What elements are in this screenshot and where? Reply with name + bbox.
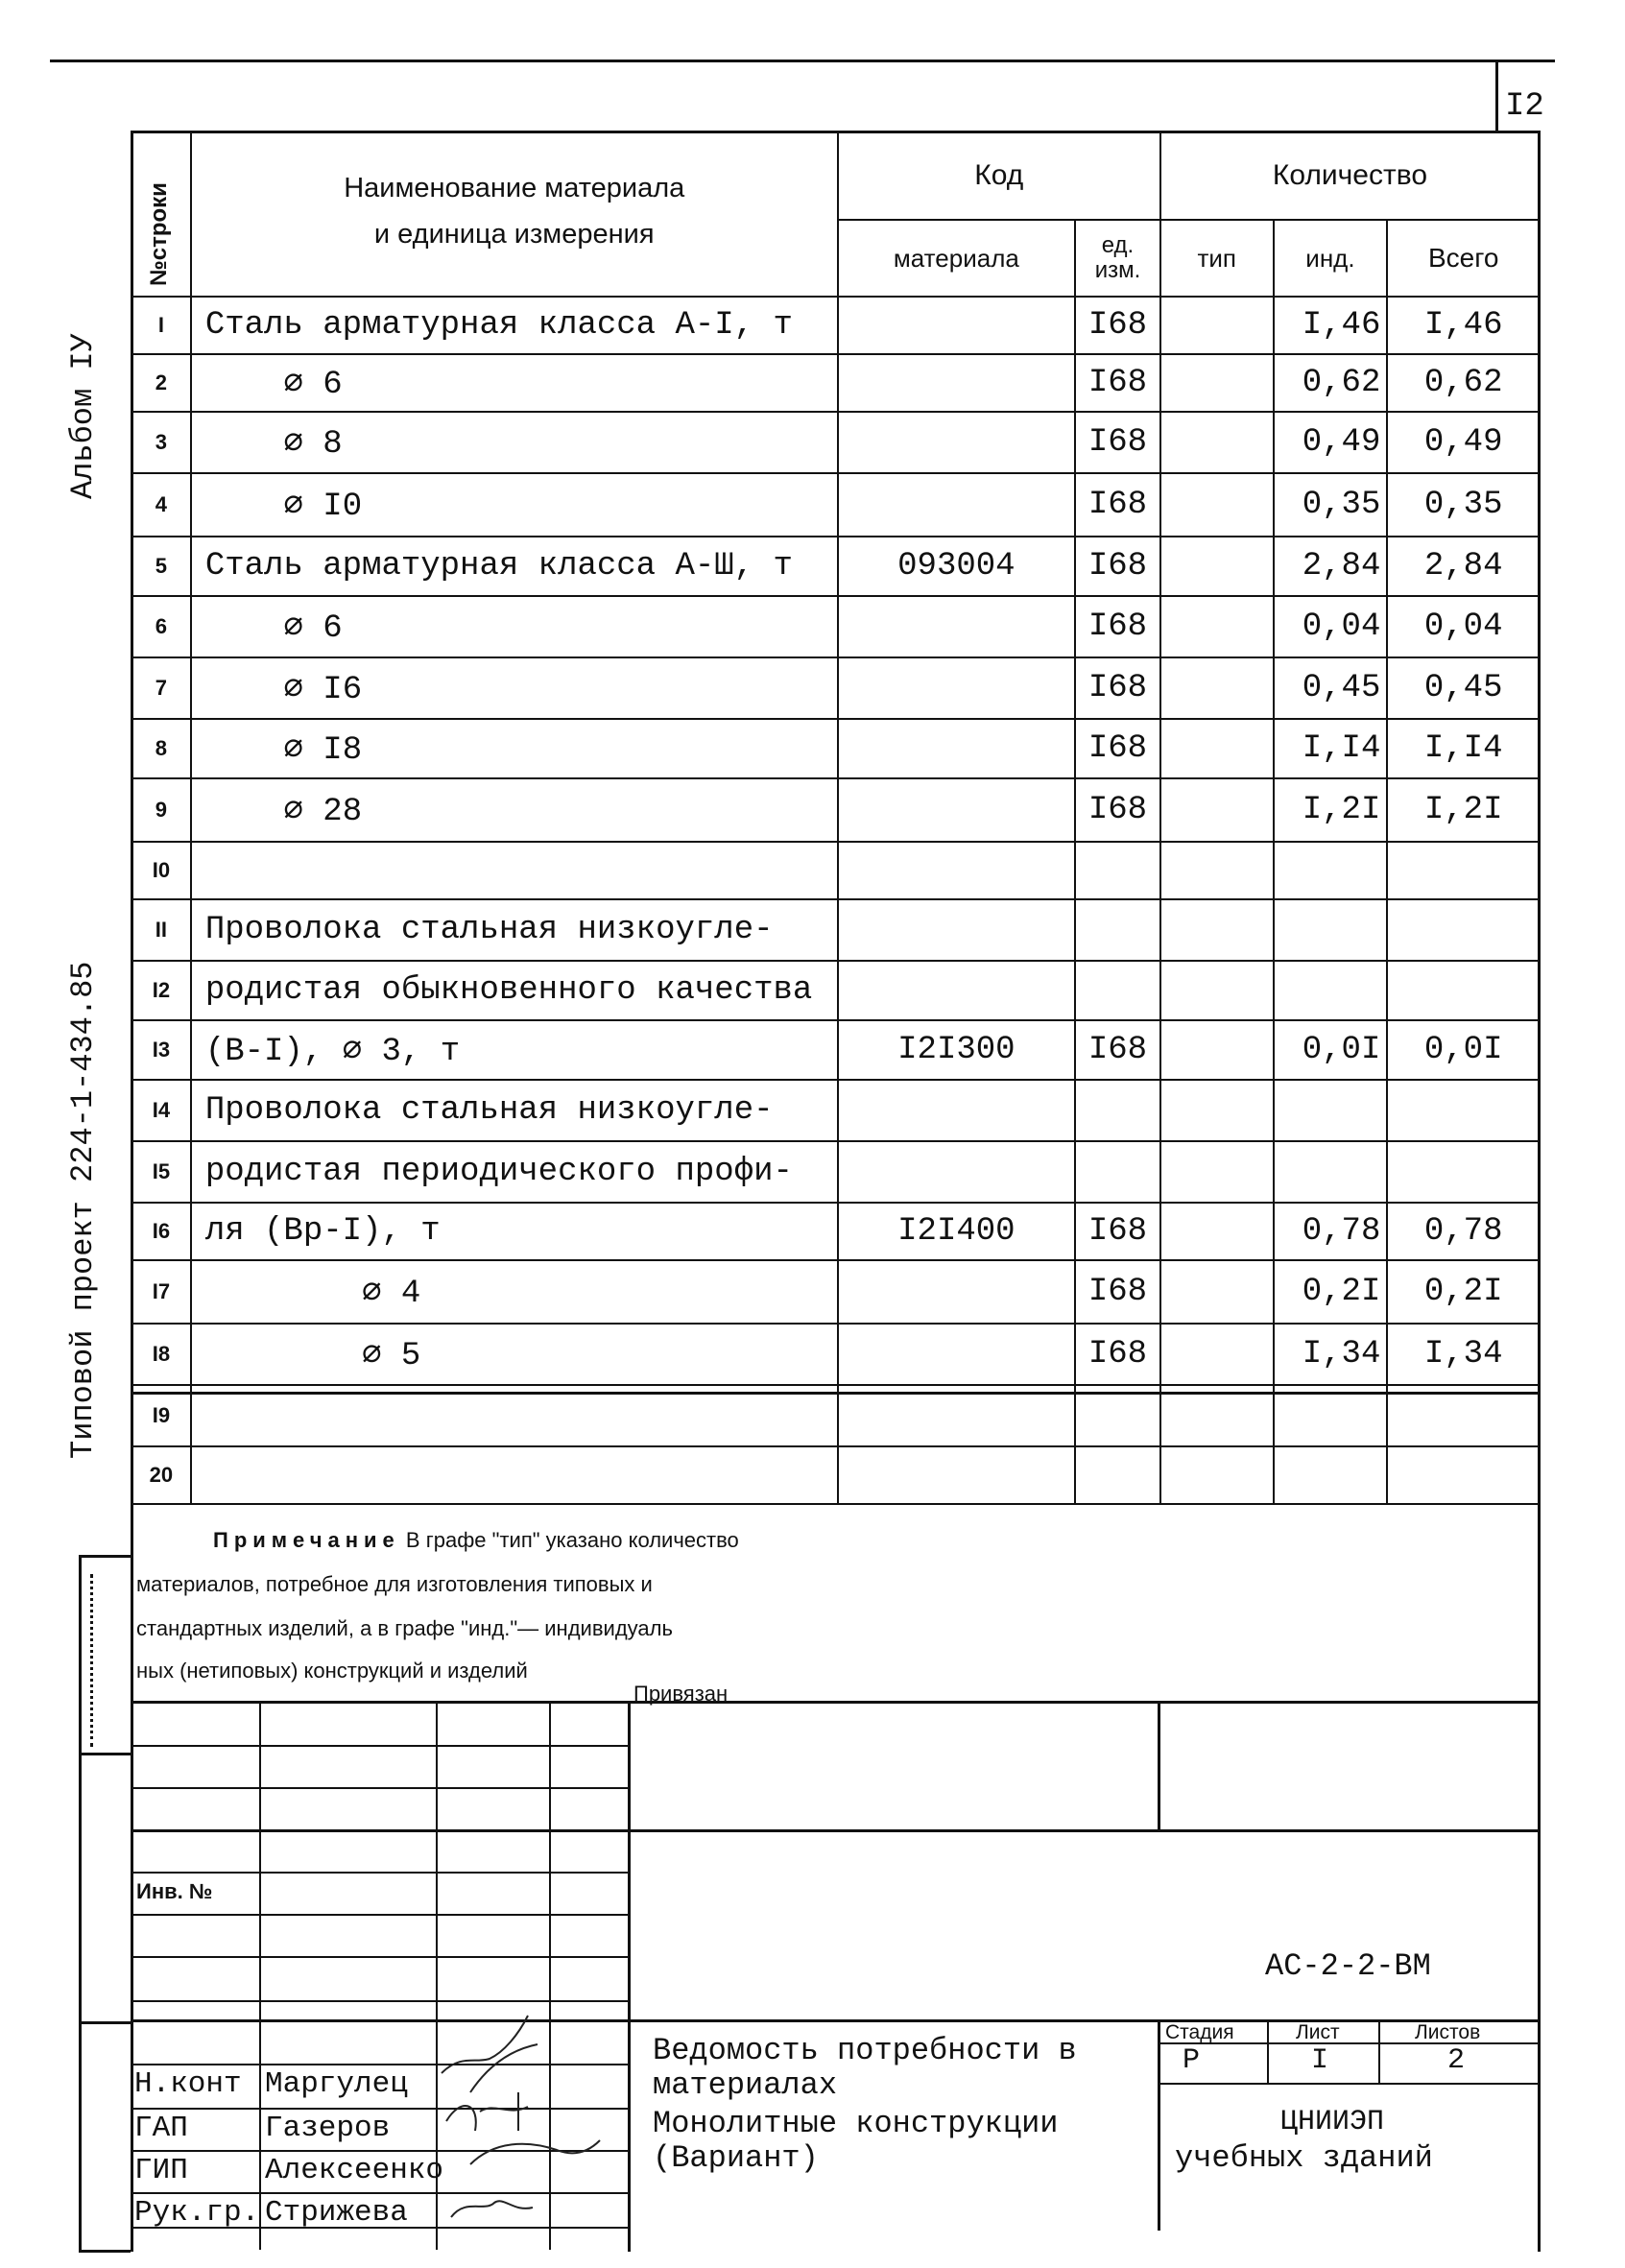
material-name: Сталь арматурная класса А-Ш, т (191, 537, 838, 596)
stamp-person-name: Газеров (265, 2112, 391, 2145)
row-number: 6 (131, 596, 191, 657)
qty-ind: 0,49 (1274, 412, 1388, 473)
material-code (838, 412, 1075, 473)
qty-type (1160, 297, 1274, 354)
unit-code: I68 (1075, 778, 1160, 842)
unit-code: I68 (1075, 657, 1160, 719)
material-name: ∅ 28 (191, 778, 838, 842)
material-name (191, 842, 838, 899)
table-row (131, 1020, 1540, 1080)
top-rule (50, 60, 1555, 62)
material-name: ∅ 6 (191, 354, 838, 412)
sheets-value: 2 (1447, 2044, 1466, 2077)
material-name: ля (Вр-I), т (191, 1203, 838, 1260)
unit-code: I68 (1075, 354, 1160, 412)
qty-ind: I,2I (1274, 778, 1388, 842)
header-code: Код (838, 131, 1160, 220)
material-code (838, 1260, 1075, 1324)
material-code (838, 657, 1075, 719)
side-stamp-dotted (90, 1574, 93, 1747)
material-code (838, 719, 1075, 778)
row-number: 9 (131, 778, 191, 842)
material-name: ∅ 4 (191, 1260, 838, 1324)
qty-total: 0,62 (1387, 354, 1540, 412)
org-line-1: ЦНИИЭП (1280, 2106, 1385, 2138)
qty-ind: 0,45 (1274, 657, 1388, 719)
stamp-role: ГАП (134, 2112, 188, 2145)
unit-code (1075, 961, 1160, 1020)
material-name: ∅ 8 (191, 412, 838, 473)
unit-code (1075, 1080, 1160, 1141)
doc-code: АС-2-2-ВМ (1265, 1948, 1431, 1984)
qty-type (1160, 473, 1274, 537)
table-row (131, 961, 1540, 1020)
row-number: 5 (131, 537, 191, 596)
material-code (838, 596, 1075, 657)
sheet-value: I (1311, 2044, 1329, 2077)
table-row (131, 1260, 1540, 1324)
material-name: ∅ I6 (191, 657, 838, 719)
org-line-2: учебных зданий (1175, 2140, 1433, 2176)
side-stamp-low (79, 2021, 131, 2024)
row-number: 8 (131, 719, 191, 778)
material-name: (В-I), ∅ 3, т (191, 1020, 838, 1080)
material-code: 093004 (838, 537, 1075, 596)
material-code (838, 778, 1075, 842)
row-number: I0 (131, 842, 191, 899)
qty-ind (1274, 899, 1388, 961)
table-row (131, 596, 1540, 657)
qty-type (1160, 657, 1274, 719)
row-number: I4 (131, 1080, 191, 1141)
title-line-1: Ведомость потребности в (653, 2033, 1077, 2068)
row-number: 4 (131, 473, 191, 537)
unit-code (1075, 1141, 1160, 1203)
header-ind: инд. (1274, 220, 1388, 297)
material-name: родистая периодического профи- (191, 1141, 838, 1203)
qty-ind (1274, 1446, 1388, 1504)
table-row (131, 899, 1540, 961)
qty-ind: 0,78 (1274, 1203, 1388, 1260)
side-stamp-bottom (79, 2250, 131, 2253)
album-label: Альбом IУ (65, 333, 101, 499)
signature-1 (442, 2016, 538, 2092)
stamp-person-name: Маргулец (265, 2067, 408, 2101)
stamp-person-name: Стрижева (265, 2196, 408, 2230)
unit-code (1075, 1446, 1160, 1504)
qty-total: 0,35 (1387, 473, 1540, 537)
qty-ind: I,46 (1274, 297, 1388, 354)
material-code (838, 961, 1075, 1020)
unit-code: I68 (1075, 1260, 1160, 1324)
row-number: I (131, 297, 191, 354)
table-row (131, 1080, 1540, 1141)
qty-type (1160, 719, 1274, 778)
row-number: 20 (131, 1446, 191, 1504)
privyazan-label: Привязан (633, 1682, 729, 1706)
qty-total: I,46 (1387, 297, 1540, 354)
material-name: ∅ I0 (191, 473, 838, 537)
qty-type (1160, 596, 1274, 657)
qty-total (1387, 1080, 1540, 1141)
row-number: I3 (131, 1020, 191, 1080)
qty-total (1387, 1446, 1540, 1504)
qty-ind: 2,84 (1274, 537, 1388, 596)
material-code: I2I300 (838, 1020, 1075, 1080)
title-line-2: материалах (653, 2067, 838, 2103)
table-row (131, 1324, 1540, 1385)
row-number: I6 (131, 1203, 191, 1260)
material-code (838, 1141, 1075, 1203)
table-row (131, 778, 1540, 842)
material-code (838, 842, 1075, 899)
inv-no-label: Инв. № (136, 1879, 213, 1903)
qty-ind: 0,0I (1274, 1020, 1388, 1080)
page-number-box-left (1495, 60, 1498, 131)
qty-total: 0,04 (1387, 596, 1540, 657)
row-number: I8 (131, 1324, 191, 1385)
material-code (838, 899, 1075, 961)
page-number: I2 (1505, 88, 1544, 125)
material-code: I2I400 (838, 1203, 1075, 1260)
unit-code (1075, 842, 1160, 899)
table-row (131, 1446, 1540, 1504)
material-name: родистая обыкновенного качества (191, 961, 838, 1020)
qty-type (1160, 778, 1274, 842)
row-number: I9 (131, 1385, 191, 1446)
material-name (191, 1446, 838, 1504)
qty-type (1160, 412, 1274, 473)
header-total: Всего (1387, 220, 1540, 297)
material-name: ∅ 6 (191, 596, 838, 657)
table-row (131, 297, 1540, 354)
material-name: ∅ I8 (191, 719, 838, 778)
stamp-person-name: Алексеенко (265, 2154, 444, 2187)
sheets-label: Листов (1415, 2021, 1481, 2043)
note-label: Примечание (213, 1528, 400, 1552)
row-number: 3 (131, 412, 191, 473)
side-stamp-top (79, 1555, 131, 1558)
unit-code: I68 (1075, 1020, 1160, 1080)
unit-code: I68 (1075, 537, 1160, 596)
table-row (131, 657, 1540, 719)
qty-type (1160, 537, 1274, 596)
qty-total (1387, 1141, 1540, 1203)
material-code (838, 1080, 1075, 1141)
table-row (131, 842, 1540, 899)
material-name: Проволока стальная низкоугле- (191, 1080, 838, 1141)
unit-code: I68 (1075, 473, 1160, 537)
qty-ind (1274, 1080, 1388, 1141)
qty-type (1160, 1203, 1274, 1260)
title-line-3: Монолитные конструкции (653, 2106, 1059, 2141)
side-stamp-left (79, 1555, 82, 2252)
table-row (131, 412, 1540, 473)
table-row (131, 719, 1540, 778)
material-name: Сталь арматурная класса А-I, т (191, 297, 838, 354)
side-stamp-mid (79, 1753, 131, 1755)
header-code-unit: ед. изм. (1075, 220, 1160, 297)
note-line-3: стандартных изделий, а в графе "инд."— индивидуаль (136, 1616, 673, 1640)
table-row (131, 1141, 1540, 1203)
qty-ind (1274, 1141, 1388, 1203)
table-row (131, 1203, 1540, 1260)
material-name: Проволока стальная низкоугле- (191, 899, 838, 961)
qty-total: 0,0I (1387, 1020, 1540, 1080)
table-row (131, 473, 1540, 537)
material-code (838, 297, 1075, 354)
stage-label: Стадия (1165, 2021, 1234, 2043)
qty-ind (1274, 961, 1388, 1020)
signature-2 (446, 2092, 528, 2131)
signature-4 (451, 2201, 533, 2217)
note-text-1: В графе "тип" указано количество (405, 1528, 739, 1552)
qty-ind: 0,62 (1274, 354, 1388, 412)
qty-total: I,I4 (1387, 719, 1540, 778)
qty-type (1160, 354, 1274, 412)
qty-total: 0,78 (1387, 1203, 1540, 1260)
qty-total (1387, 899, 1540, 961)
qty-ind: 0,35 (1274, 473, 1388, 537)
table-row (131, 537, 1540, 596)
unit-code: I68 (1075, 1324, 1160, 1385)
qty-type (1160, 1446, 1274, 1504)
header-code-material: материала (838, 220, 1075, 297)
qty-type (1160, 899, 1274, 961)
stamp-role: ГИП (134, 2154, 188, 2187)
stage-value: Р (1183, 2044, 1201, 2077)
unit-code: I68 (1075, 719, 1160, 778)
unit-code (1075, 899, 1160, 961)
stamp-role: Н.конт (134, 2067, 242, 2101)
qty-total (1387, 961, 1540, 1020)
material-code (838, 1446, 1075, 1504)
material-code (838, 1324, 1075, 1385)
qty-type (1160, 1080, 1274, 1141)
qty-ind (1274, 842, 1388, 899)
row-number: II (131, 899, 191, 961)
row-number: 2 (131, 354, 191, 412)
header-type: тип (1160, 220, 1274, 297)
qty-total: I,34 (1387, 1324, 1540, 1385)
qty-total: 2,84 (1387, 537, 1540, 596)
row-number: I7 (131, 1260, 191, 1324)
note-line-4: ных (нетиповых) конструкций и изделий (136, 1659, 528, 1683)
row-number: I2 (131, 961, 191, 1020)
unit-code: I68 (1075, 1203, 1160, 1260)
qty-total: I,2I (1387, 778, 1540, 842)
header-name: Наименование материала и единица измерения (191, 131, 838, 297)
material-code (838, 354, 1075, 412)
header-quantity: Количество (1160, 131, 1540, 220)
qty-type (1160, 1324, 1274, 1385)
qty-type (1160, 1260, 1274, 1324)
material-code (838, 473, 1075, 537)
qty-ind: I,I4 (1274, 719, 1388, 778)
note-line-2: материалов, потребное для изготовления типовых и (136, 1572, 653, 1596)
materials-table (131, 131, 1541, 1505)
unit-code: I68 (1075, 297, 1160, 354)
signatures (422, 2006, 653, 2236)
header-row-no: №строки (131, 131, 191, 297)
signature-3 (470, 2140, 600, 2164)
qty-type (1160, 1020, 1274, 1080)
qty-ind: 0,2I (1274, 1260, 1388, 1324)
note-line-1 (213, 1528, 739, 1553)
row-number: I5 (131, 1141, 191, 1203)
title-line-4: (Вариант) (653, 2140, 819, 2176)
note-bottom-rule (131, 1392, 1541, 1395)
qty-ind: I,34 (1274, 1324, 1388, 1385)
unit-code: I68 (1075, 596, 1160, 657)
sheet-label: Лист (1296, 2021, 1340, 2043)
material-name: ∅ 5 (191, 1324, 838, 1385)
row-number: 7 (131, 657, 191, 719)
project-label: Типовой проект 224-1-434.85 (65, 961, 101, 1459)
qty-total: 0,49 (1387, 412, 1540, 473)
qty-type (1160, 1141, 1274, 1203)
qty-total: 0,2I (1387, 1260, 1540, 1324)
stamp-role: Рук.гр. (134, 2196, 260, 2230)
qty-total (1387, 842, 1540, 899)
qty-total: 0,45 (1387, 657, 1540, 719)
qty-type (1160, 842, 1274, 899)
table-row (131, 354, 1540, 412)
unit-code: I68 (1075, 412, 1160, 473)
qty-type (1160, 961, 1274, 1020)
qty-ind: 0,04 (1274, 596, 1388, 657)
